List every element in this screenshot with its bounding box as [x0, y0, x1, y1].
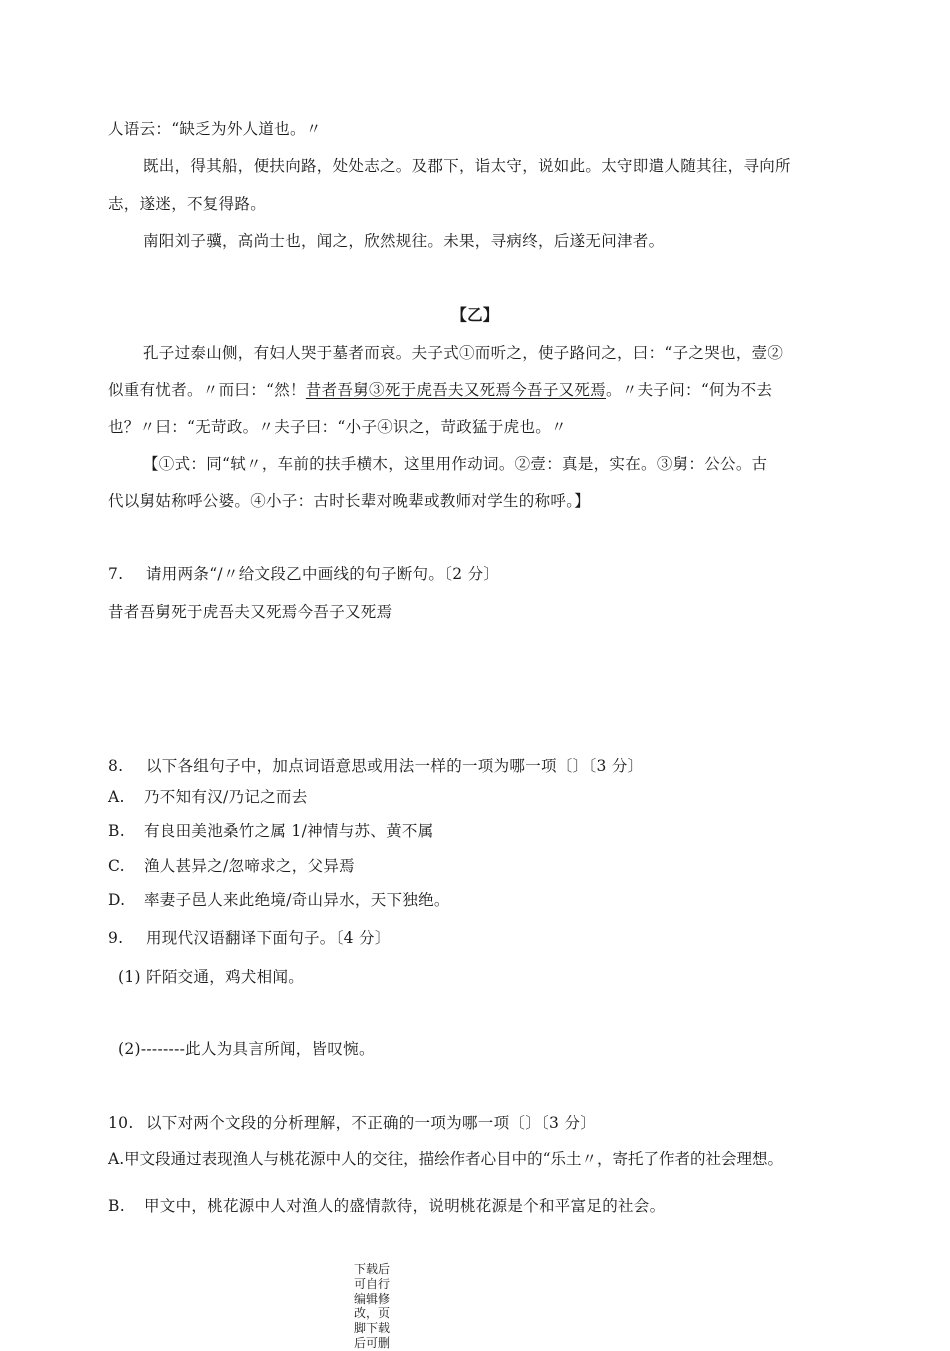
option-label: B. [108, 822, 125, 840]
passage-a-paragraph-cont: 志，遂迷，不复得路。 [108, 195, 267, 213]
question-text: 请用两条“/〃给文段乙中画线的句子断句。〔2 分〕 [146, 565, 500, 583]
option-text: 率妻子邑人来此绝境/奇山异水，天下独绝。 [144, 891, 450, 909]
option-text: 有良田美池桑竹之属 1/神情与苏、黄不属 [144, 822, 434, 840]
question-number: 7. [108, 565, 124, 583]
option-label: C. [108, 857, 125, 875]
underlined-sentence: 昔者吾舅③死于虎吾夫又死焉今吾子又死焉 [305, 381, 607, 399]
passage-a-paragraph: 既出，得其船，便扶向路，处处志之。及郡下，诣太守，说如此。太守即遣人随其往，寻向所 [143, 157, 791, 175]
question-9-item-1: (1) 阡陌交通，鸡犬相闻。 [118, 968, 305, 986]
question-9 [108, 927, 391, 949]
question-10-option-a: A.甲文段通过表现渔人与桃花源中人的交往，描绘作者心目中的“乐土〃，寄托了作者的社会理想。 [108, 1150, 784, 1168]
passage-b-line: 也？〃曰：“无苛政。〃夫子曰：“小子④识之，苛政猛于虎也。〃 [108, 418, 567, 436]
passage-b-text: 。〃夫子问：“何为不去 [606, 381, 773, 399]
question-10 [108, 1112, 596, 1134]
question-number: 8. [108, 757, 124, 775]
passage-b-notes: 【①式：同“轼〃，车前的扶手横木，这里用作动词。②壹：真是，实在。③舅：公公。古 [143, 455, 768, 473]
passage-b-line: 孔子过泰山侧，有妇人哭于墓者而哀。夫子式①而听之，使子路问之，曰：“子之哭也，壹② [143, 344, 784, 362]
option-d [108, 889, 450, 911]
option-label: D. [108, 891, 126, 909]
option-b [108, 820, 434, 842]
question-text: 用现代汉语翻译下面句子。〔4 分〕 [146, 929, 391, 947]
passage-a-line: 人语云：“缺乏为外人道也。〃 [108, 120, 322, 138]
option-text: 甲文中，桃花源中人对渔人的盛情款待，说明桃花源是个和平富足的社会。 [144, 1197, 666, 1215]
option-label: B. [108, 1197, 125, 1215]
option-c [108, 855, 355, 877]
question-7 [108, 563, 499, 585]
question-8 [108, 755, 643, 777]
passage-b-line [108, 379, 772, 401]
question-7-sentence: 昔者吾舅死于虎吾夫又死焉今吾子又死焉 [108, 603, 393, 621]
question-number: 10. [108, 1114, 134, 1132]
footer-note: 下载后可自行编辑修改，页脚下载后可删 [353, 1262, 390, 1350]
option-text: 乃不知有汉/乃记之而去 [144, 788, 308, 806]
passage-a-paragraph: 南阳刘子骥，高尚士也，闻之，欣然规往。未果，寻病终，后遂无问津者。 [143, 232, 665, 250]
option-a [108, 786, 308, 808]
question-10-option-b [108, 1195, 665, 1217]
option-text: 渔人甚异之/忽啼求之，父异焉 [144, 857, 355, 875]
question-text: 以下对两个文段的分析理解，不正确的一项为哪一项〔〕〔3 分〕 [146, 1114, 597, 1132]
passage-b-title: 【乙】 [451, 305, 499, 324]
question-9-item-2: (2)--------此人为具言所闻，皆叹惋。 [118, 1040, 375, 1058]
passage-b-text: 似重有忧者。〃而曰：“然！ [108, 381, 306, 399]
question-text: 以下各组句子中，加点词语意思或用法一样的一项为哪一项〔〕〔3 分〕 [146, 757, 644, 775]
question-number: 9. [108, 929, 124, 947]
passage-b-notes-cont: 代以舅姑称呼公婆。④小子：古时长辈对晚辈或教师对学生的称呼。】 [108, 492, 591, 510]
option-label: A. [108, 788, 125, 806]
